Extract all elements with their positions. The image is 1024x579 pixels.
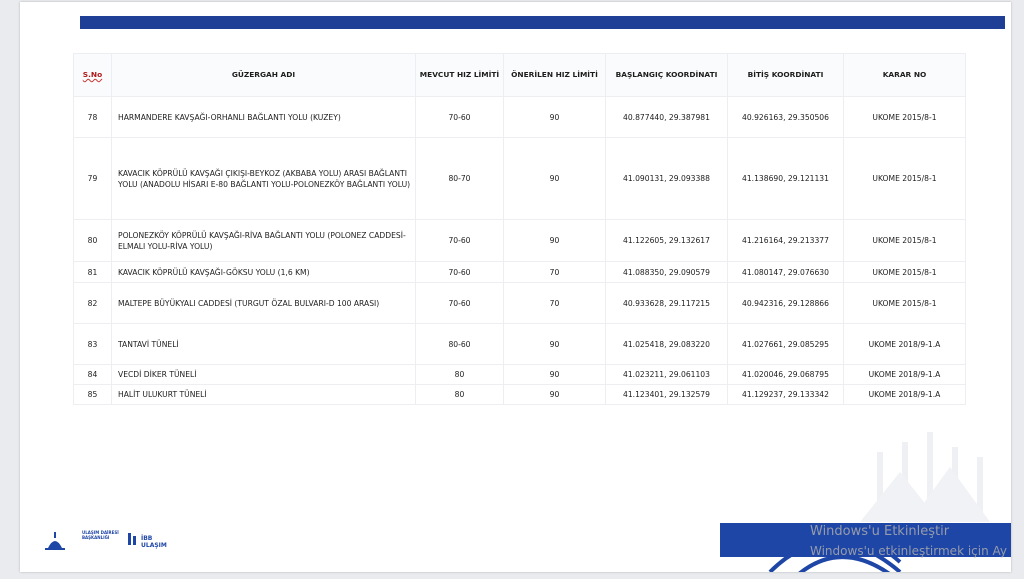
cell-start-coord: 41.090131, 29.093388 (606, 138, 728, 220)
cell-end-coord: 41.138690, 29.121131 (728, 138, 844, 220)
cell-sno: 85 (74, 385, 112, 405)
cell-sno: 83 (74, 324, 112, 365)
cell-decision-no: UKOME 2015/8-1 (844, 97, 966, 138)
cell-proposed-limit: 90 (504, 324, 606, 365)
cell-route: POLONEZKÖY KÖPRÜLÜ KAVŞAĞI-RİVA BAĞLANTI YOLU (POLONEZ CADDESİ-ELMALI YOLU-RİVA YOLU) (112, 220, 416, 262)
cell-proposed-limit: 90 (504, 138, 606, 220)
header-decision-no: KARAR NO (844, 54, 966, 97)
cell-current-limit: 70-60 (416, 97, 504, 138)
cell-current-limit: 80 (416, 385, 504, 405)
cell-route: KAVACIK KÖPRÜLÜ KAVŞAĞI ÇIKIŞI-BEYKOZ (AKBABA YOLU) ARASI BAĞLANTI YOLU (ANADOLU HİSARI E-80 BAĞLANTI YOLU-POLONEZKÖY BAĞLANTI YOLU) (112, 138, 416, 220)
cell-current-limit: 80-70 (416, 138, 504, 220)
header-proposed-limit: ÖNERİLEN HIZ LİMİTİ (504, 54, 606, 97)
brand-name: ULAŞIM (141, 542, 167, 549)
header-sno: S.No (74, 54, 112, 97)
cell-start-coord: 41.023211, 29.061103 (606, 365, 728, 385)
cell-start-coord: 41.025418, 29.083220 (606, 324, 728, 365)
cell-route: KAVACIK KÖPRÜLÜ KAVŞAĞI-GÖKSU YOLU (1,6 KM) (112, 262, 416, 283)
cell-proposed-limit: 70 (504, 262, 606, 283)
cell-sno: 82 (74, 283, 112, 324)
cell-route: HALİT ULUKURT TÜNELİ (112, 385, 416, 405)
cell-proposed-limit: 70 (504, 283, 606, 324)
cell-start-coord: 41.088350, 29.090579 (606, 262, 728, 283)
cell-end-coord: 41.129237, 29.133342 (728, 385, 844, 405)
cell-end-coord: 40.926163, 29.350506 (728, 97, 844, 138)
cell-start-coord: 40.877440, 29.387981 (606, 97, 728, 138)
cell-current-limit: 70-60 (416, 262, 504, 283)
cell-decision-no: UKOME 2015/8-1 (844, 262, 966, 283)
cell-proposed-limit: 90 (504, 97, 606, 138)
cell-route: HARMANDERE KAVŞAĞI-ORHANLI BAĞLANTI YOLU (KUZEY) (112, 97, 416, 138)
table-row (74, 262, 966, 283)
cell-current-limit: 80 (416, 365, 504, 385)
cell-current-limit: 80-60 (416, 324, 504, 365)
cell-end-coord: 41.027661, 29.085295 (728, 324, 844, 365)
cell-end-coord: 41.020046, 29.068795 (728, 365, 844, 385)
windows-activate-title: Windows'u Etkinleştir (810, 524, 950, 539)
cell-sno: 80 (74, 220, 112, 262)
cell-decision-no: UKOME 2015/8-1 (844, 220, 966, 262)
cell-decision-no: UKOME 2015/8-1 (844, 138, 966, 220)
cell-start-coord: 41.123401, 29.132579 (606, 385, 728, 405)
speed-limit-table (73, 53, 966, 405)
table-header-row (74, 54, 966, 97)
top-accent-bar (80, 16, 1005, 29)
ulasim-logo-icon (128, 533, 138, 545)
ulasim-brand (141, 535, 167, 549)
cell-sno: 81 (74, 262, 112, 283)
cell-decision-no: UKOME 2015/8-1 (844, 283, 966, 324)
windows-activate-subtitle: Windows'u etkinleştirmek için Ay (810, 544, 1008, 558)
cell-sno: 79 (74, 138, 112, 220)
cell-proposed-limit: 90 (504, 385, 606, 405)
cell-sno: 78 (74, 97, 112, 138)
cell-start-coord: 40.933628, 29.117215 (606, 283, 728, 324)
cell-route: VECDİ DİKER TÜNELİ (112, 365, 416, 385)
cell-current-limit: 70-60 (416, 283, 504, 324)
cell-end-coord: 41.080147, 29.076630 (728, 262, 844, 283)
table-row (74, 365, 966, 385)
cell-route: MALTEPE BÜYÜKYALI CADDESİ (TURGUT ÖZAL BULVARI-D 100 ARASI) (112, 283, 416, 324)
header-current-limit: MEVCUT HIZ LİMİTİ (416, 54, 504, 97)
cell-decision-no: UKOME 2018/9-1.A (844, 385, 966, 405)
cell-sno: 84 (74, 365, 112, 385)
cell-decision-no: UKOME 2018/9-1.A (844, 324, 966, 365)
cell-current-limit: 70-60 (416, 220, 504, 262)
org-name-text: ULAŞIM DAİRESİ BAŞKANLIĞI (82, 530, 119, 540)
table-row (74, 385, 966, 405)
cell-route: TANTAVİ TÜNELİ (112, 324, 416, 365)
ibb-logo-icon (42, 530, 68, 552)
footer-logo-strip (20, 523, 720, 557)
cell-end-coord: 41.216164, 29.213377 (728, 220, 844, 262)
cell-decision-no: UKOME 2018/9-1.A (844, 365, 966, 385)
cell-proposed-limit: 90 (504, 220, 606, 262)
cell-end-coord: 40.942316, 29.128866 (728, 283, 844, 324)
table-row (74, 324, 966, 365)
table-row (74, 283, 966, 324)
table-row (74, 220, 966, 262)
header-route: GÜZERGAH ADI (112, 54, 416, 97)
brand-prefix: İBB (141, 535, 153, 542)
header-end-coord: BİTİŞ KOORDİNATI (728, 54, 844, 97)
header-start-coord: BAŞLANGIÇ KOORDİNATI (606, 54, 728, 97)
cell-start-coord: 41.122605, 29.132617 (606, 220, 728, 262)
table-row (74, 97, 966, 138)
table-row (74, 138, 966, 220)
cell-proposed-limit: 90 (504, 365, 606, 385)
presentation-slide (20, 2, 1011, 572)
